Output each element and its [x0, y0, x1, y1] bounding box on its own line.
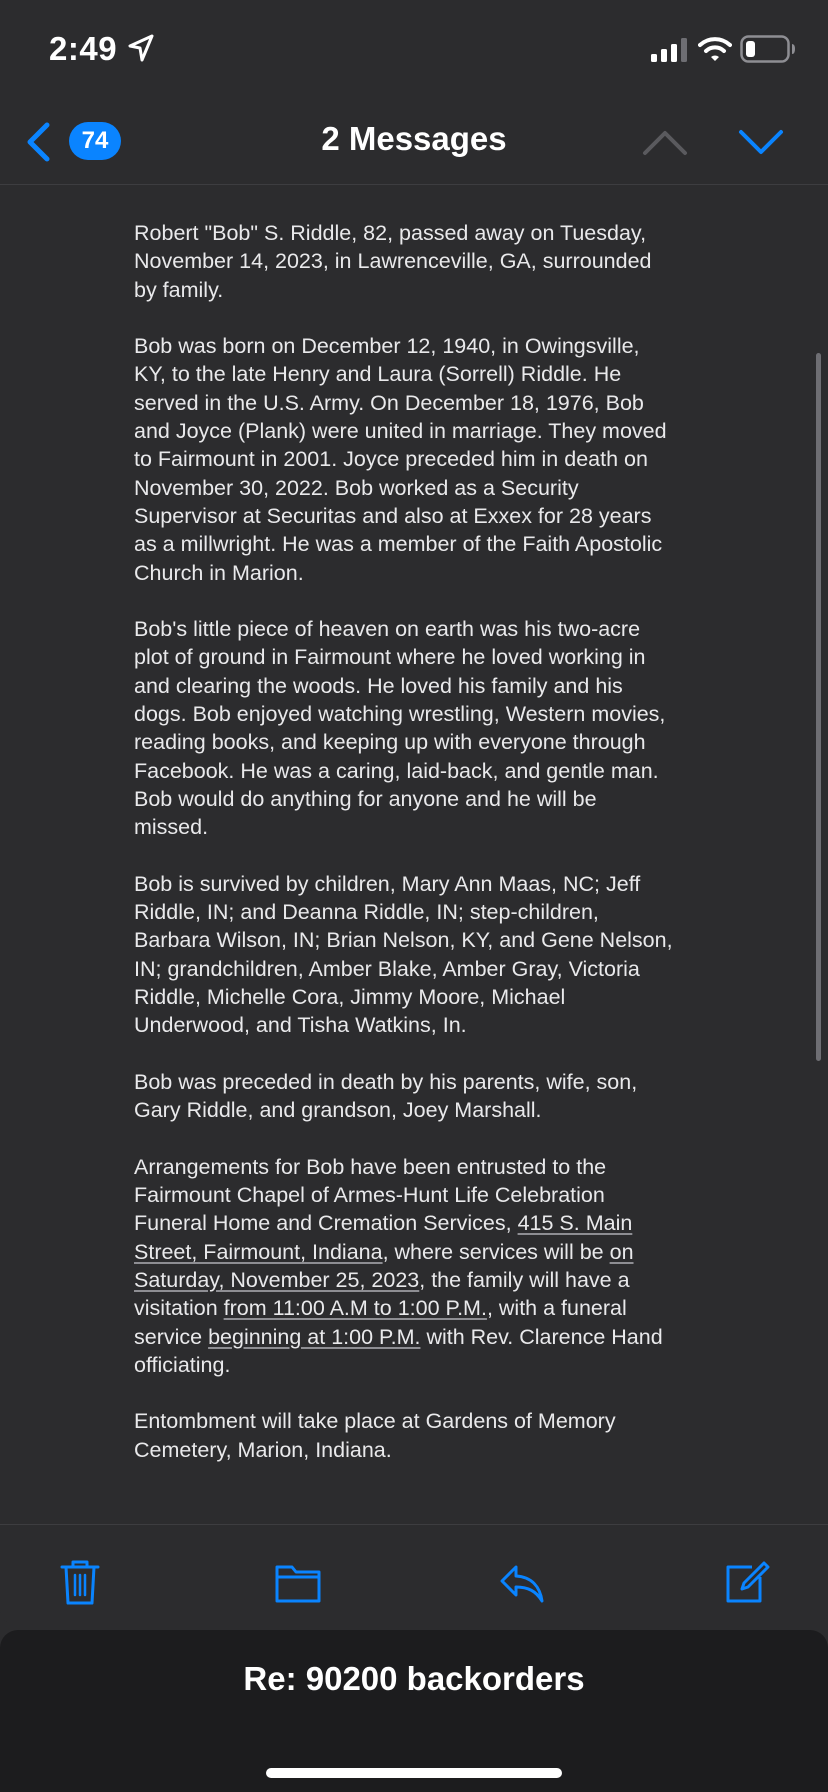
draft-subject[interactable]: Re: 90200 backorders — [243, 1660, 585, 1697]
paragraph-2: Bob was born on December 12, 1940, in Owingsville, KY, to the late Henry and Laura (Sorrell) Riddle. He served in the U.S. Army. On December 18, 1976, Bob and Joyce (Plank) were united in marriage. They moved to Fairmount in 2001. Joyce preceded him in death on November 30, 2022. Bob worked as a Security Supervisor at Securitas and also at Exxex for 28 years as a millwright. He was a member of the Faith Apostolic Church in Marion. — [134, 334, 667, 585]
draft-sheet[interactable] — [0, 1630, 828, 1792]
paragraph-1: Robert "Bob" S. Riddle, 82, passed away on Tuesday, November 14, 2023, in Lawrenceville, GA, surrounded by family. — [134, 221, 652, 302]
chevron-down-icon[interactable] — [738, 128, 784, 156]
compose-icon[interactable] — [722, 1557, 770, 1607]
home-indicator[interactable] — [266, 1768, 562, 1778]
visitation-time-link[interactable]: from 11:00 A.M to 1:00 P.M. — [223, 1296, 487, 1321]
paragraph-4: Bob is survived by children, Mary Ann Maas, NC; Jeff Riddle, IN; and Deanna Riddle, IN; step-children, Barbara Wilson, IN; Brian Nelson, KY, and Gene Nelson, IN; grandchildren, Amber Blake, Amber Gray, Victoria Riddle, Michelle Cora, Jimmy Moore, Michael Underwood, and Tisha Watkins, In. — [134, 871, 673, 1038]
cellular-signal-icon — [651, 38, 689, 62]
trash-icon[interactable] — [56, 1557, 104, 1607]
paragraph-3: Bob's little piece of heaven on earth was his two-acre plot of ground in Fairmount where he loved working in and clearing the woods. He loved his family and his dogs. Bob enjoyed watching wrestling, Western movies, reading books, and keeping up with everyone through Facebook. He was a caring, laid-back, and gentle man. Bob would do anything for anyone and he will be missed. — [134, 617, 666, 840]
status-bar — [0, 0, 828, 100]
message-body[interactable] — [0, 185, 828, 1525]
location-arrow-icon — [128, 34, 154, 62]
page-title: 2 Messages — [321, 120, 507, 157]
navigation-bar — [0, 100, 828, 185]
message-text — [134, 219, 674, 1492]
status-time: 2:49 — [49, 30, 118, 67]
chevron-up-icon[interactable] — [642, 128, 688, 156]
arrangements-text: Arrangements for Bob have been entrusted to the Fairmount Chapel of Armes-Hunt Life Celebration Funeral Home and Cremation Services, — [134, 1154, 607, 1236]
date-link[interactable]: on Saturday, November 25, 2023 — [134, 1239, 634, 1292]
scrollbar[interactable] — [816, 353, 821, 1061]
paragraph-6 — [134, 1153, 674, 1379]
arrangements-text: , the family will have a visitation — [134, 1267, 630, 1321]
service-time-link[interactable]: beginning at 1:00 P.M. — [208, 1324, 421, 1349]
bottom-toolbar — [0, 1524, 828, 1625]
paragraph-5: Bob was preceded in death by his parents, wife, son, Gary Riddle, and grandson, Joey Marshall. — [134, 1069, 638, 1123]
arrangements-text: with Rev. Clarence Hand officiating. — [134, 1324, 663, 1377]
back-count-badge[interactable]: 74 — [69, 122, 121, 160]
arrangements-text: , with a funeral service — [134, 1296, 627, 1349]
folder-icon[interactable] — [274, 1557, 322, 1607]
battery-icon — [740, 35, 796, 63]
reply-icon[interactable] — [498, 1557, 546, 1607]
wifi-icon — [698, 36, 732, 62]
address-link[interactable]: 415 S. Main Street, Fairmount, Indiana — [134, 1211, 633, 1264]
arrangements-text: , where services will be — [382, 1239, 610, 1264]
paragraph-7: Entombment will take place at Gardens of Memory Cemetery, Marion, Indiana. — [134, 1409, 616, 1462]
